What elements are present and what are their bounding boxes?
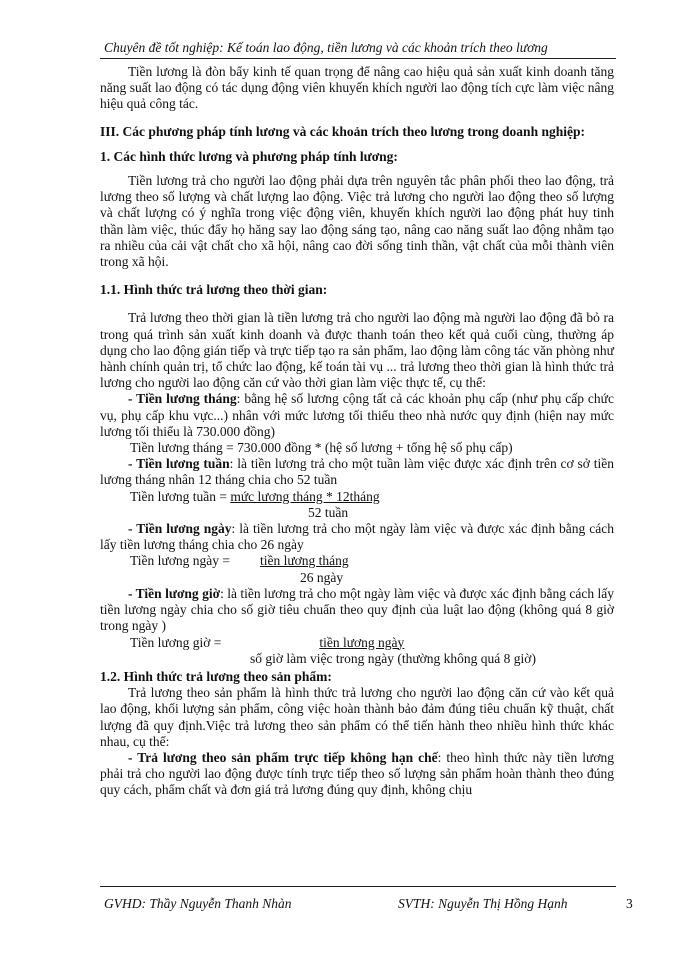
paragraph-1: Tiền lương trả cho người lao động phải dựa trên nguyên tắc phân phối theo lao động, trả lương theo số lượng và chất lượng lao động. Việc trả lương cho người lao động theo số lượng và chất lượng có ý nghĩa trong việc động viên, khuyến khích người lao động phát huy tinh thần làm việc, thúc đẩy họ hăng say lao động sáng tạo, nâng cao năng suất lao động nhằm tạo ra nhiều của cải vật chất cho xã hội, nâng cao đời sống tinh thần, vật chất của mỗi thành viên trong xã hội.	[100, 173, 614, 270]
hourly-formula-numerator: tiền lương ngày	[319, 634, 405, 650]
weekly-formula-numerator: mức lương tháng * 12tháng	[230, 488, 380, 504]
section-heading-1-2: 1.2. Hình thức trả lương theo sản phẩm:	[100, 668, 332, 684]
hourly-wage-text: : là tiền lương trả cho một ngày làm việc và được xác định bằng cách lấy tiền lương ngày chia cho số giờ tiêu chuẩn theo quy định của luật lao động (không quá 8 giờ trong ngày )	[100, 585, 615, 634]
daily-wage-term: - Tiền lương ngày	[128, 521, 232, 537]
footer-student: SVTH: Nguyễn Thị Hồng Hạnh	[398, 896, 568, 911]
monthly-wage-text: : bằng hệ số lương cộng tất cả các khoản phụ cấp (như phụ cấp chức vụ, phụ cấp khu vực...) nhân với mức lương tối thiểu theo nhà nước quy định (hiện nay mức lương tối thiểu là 730.000 đồng)	[100, 391, 614, 439]
monthly-wage-item	[100, 391, 614, 440]
section-heading-1: 1. Các hình thức lương và phương pháp tính lương:	[100, 148, 398, 164]
monthly-wage-term: - Tiền lương tháng	[128, 391, 237, 407]
header-rule	[100, 58, 616, 59]
page-number: 3	[626, 896, 633, 911]
product-wage-item	[100, 750, 614, 799]
hourly-wage-term: - Tiền lương giờ	[128, 585, 221, 601]
intro-paragraph: Tiền lương là đòn bẩy kinh tế quan trọng để nâng cao hiệu quả sản xuất kinh doanh tăng năng suất lao động có tác dụng động viên khuyến khích người lao động tích cực làm việc nâng hiệu quả công tác.	[100, 64, 614, 112]
product-wage-term: - Trả lương theo sản phẩm trực tiếp không hạn chế	[128, 749, 438, 765]
daily-formula-lhs: Tiền lương ngày =	[130, 553, 230, 569]
daily-formula-numerator: tiền lương tháng	[259, 553, 349, 569]
weekly-wage-term: - Tiền lương tuần	[128, 456, 230, 472]
section-heading-1-1: 1.1. Hình thức trả lương theo thời gian:	[100, 282, 328, 298]
weekly-wage-text: : là tiền lương trả cho một tuần làm việc được xác định trên cơ sở tiền lương tháng nhân 12 tháng chia cho 52 tuần	[100, 456, 614, 488]
hourly-formula-lhs: Tiền lương giờ =	[130, 634, 222, 650]
paragraph-1-2: Trả lương theo sản phẩm là hình thức trả lương cho người lao động căn cứ vào kết quả lao động, khối lượng sản phẩm, công việc hoàn thành bảo đảm đúng tiêu chuẩn kỹ thuật, chất lượng đã quy định.Việc trả lương theo sản phẩm có thể tiến hành theo nhiều hình thức khác nhau, cụ thể:	[100, 685, 614, 749]
paragraph-1-1: Trả lương theo thời gian là tiền lương trả cho người lao động mà người lao động đã bỏ ra trong quá trình sản xuất kinh doanh và được thanh toán theo kết quả cuối cùng, thường áp dụng cho lao động gián tiếp và trực tiếp tạo ra sản phẩm, lao động làm công tác văn phòng như hành chính quản trị, tổ chức lao động, kế toán tài vụ ... trả lương theo thời gian là hình thức trả lương cho người lao động căn cứ vào thời gian làm việc thực tế, cụ thể:	[100, 310, 614, 391]
section-heading-III: III. Các phương pháp tính lương và các khoản trích theo lương trong doanh nghiệp:	[100, 123, 585, 139]
weekly-wage-item	[100, 456, 614, 488]
daily-wage-formula	[100, 553, 614, 569]
monthly-wage-formula: Tiền lương tháng = 730.000 đồng * (hệ số lương + tổng hệ số phụ cấp)	[130, 440, 513, 456]
weekly-formula-lhs: Tiền lương tuần =	[130, 488, 231, 504]
footer-advisor: GVHD: Thầy Nguyễn Thanh Nhàn	[104, 896, 292, 911]
weekly-formula-denominator: 52 tuần	[308, 504, 349, 520]
daily-wage-text: : là tiền lương trả cho một ngày làm việc và được xác định bằng cách lấy tiền lương tháng chia cho 26 ngày	[100, 521, 614, 553]
hourly-wage-formula	[100, 635, 614, 651]
footer-rule	[100, 886, 616, 887]
hourly-wage-item	[100, 586, 614, 635]
product-wage-text: : theo hình thức này tiền lương phải trả cho người lao động được tính trực tiếp theo số lượng sản phẩm hoàn thành theo đúng quy cách, phẩm chất và đơn giá trả lương đúng quy định, không chịu	[100, 749, 614, 798]
page-header: Chuyên đề tốt nghiệp: Kế toán lao động, tiền lương và các khoản trích theo lương	[104, 40, 548, 55]
daily-formula-denominator: 26 ngày	[300, 569, 344, 585]
page-body	[100, 64, 614, 799]
hourly-formula-denominator: số giờ làm việc trong ngày (thường không quá 8 giờ)	[250, 650, 536, 666]
daily-wage-item	[100, 521, 614, 553]
weekly-wage-formula	[100, 489, 614, 505]
